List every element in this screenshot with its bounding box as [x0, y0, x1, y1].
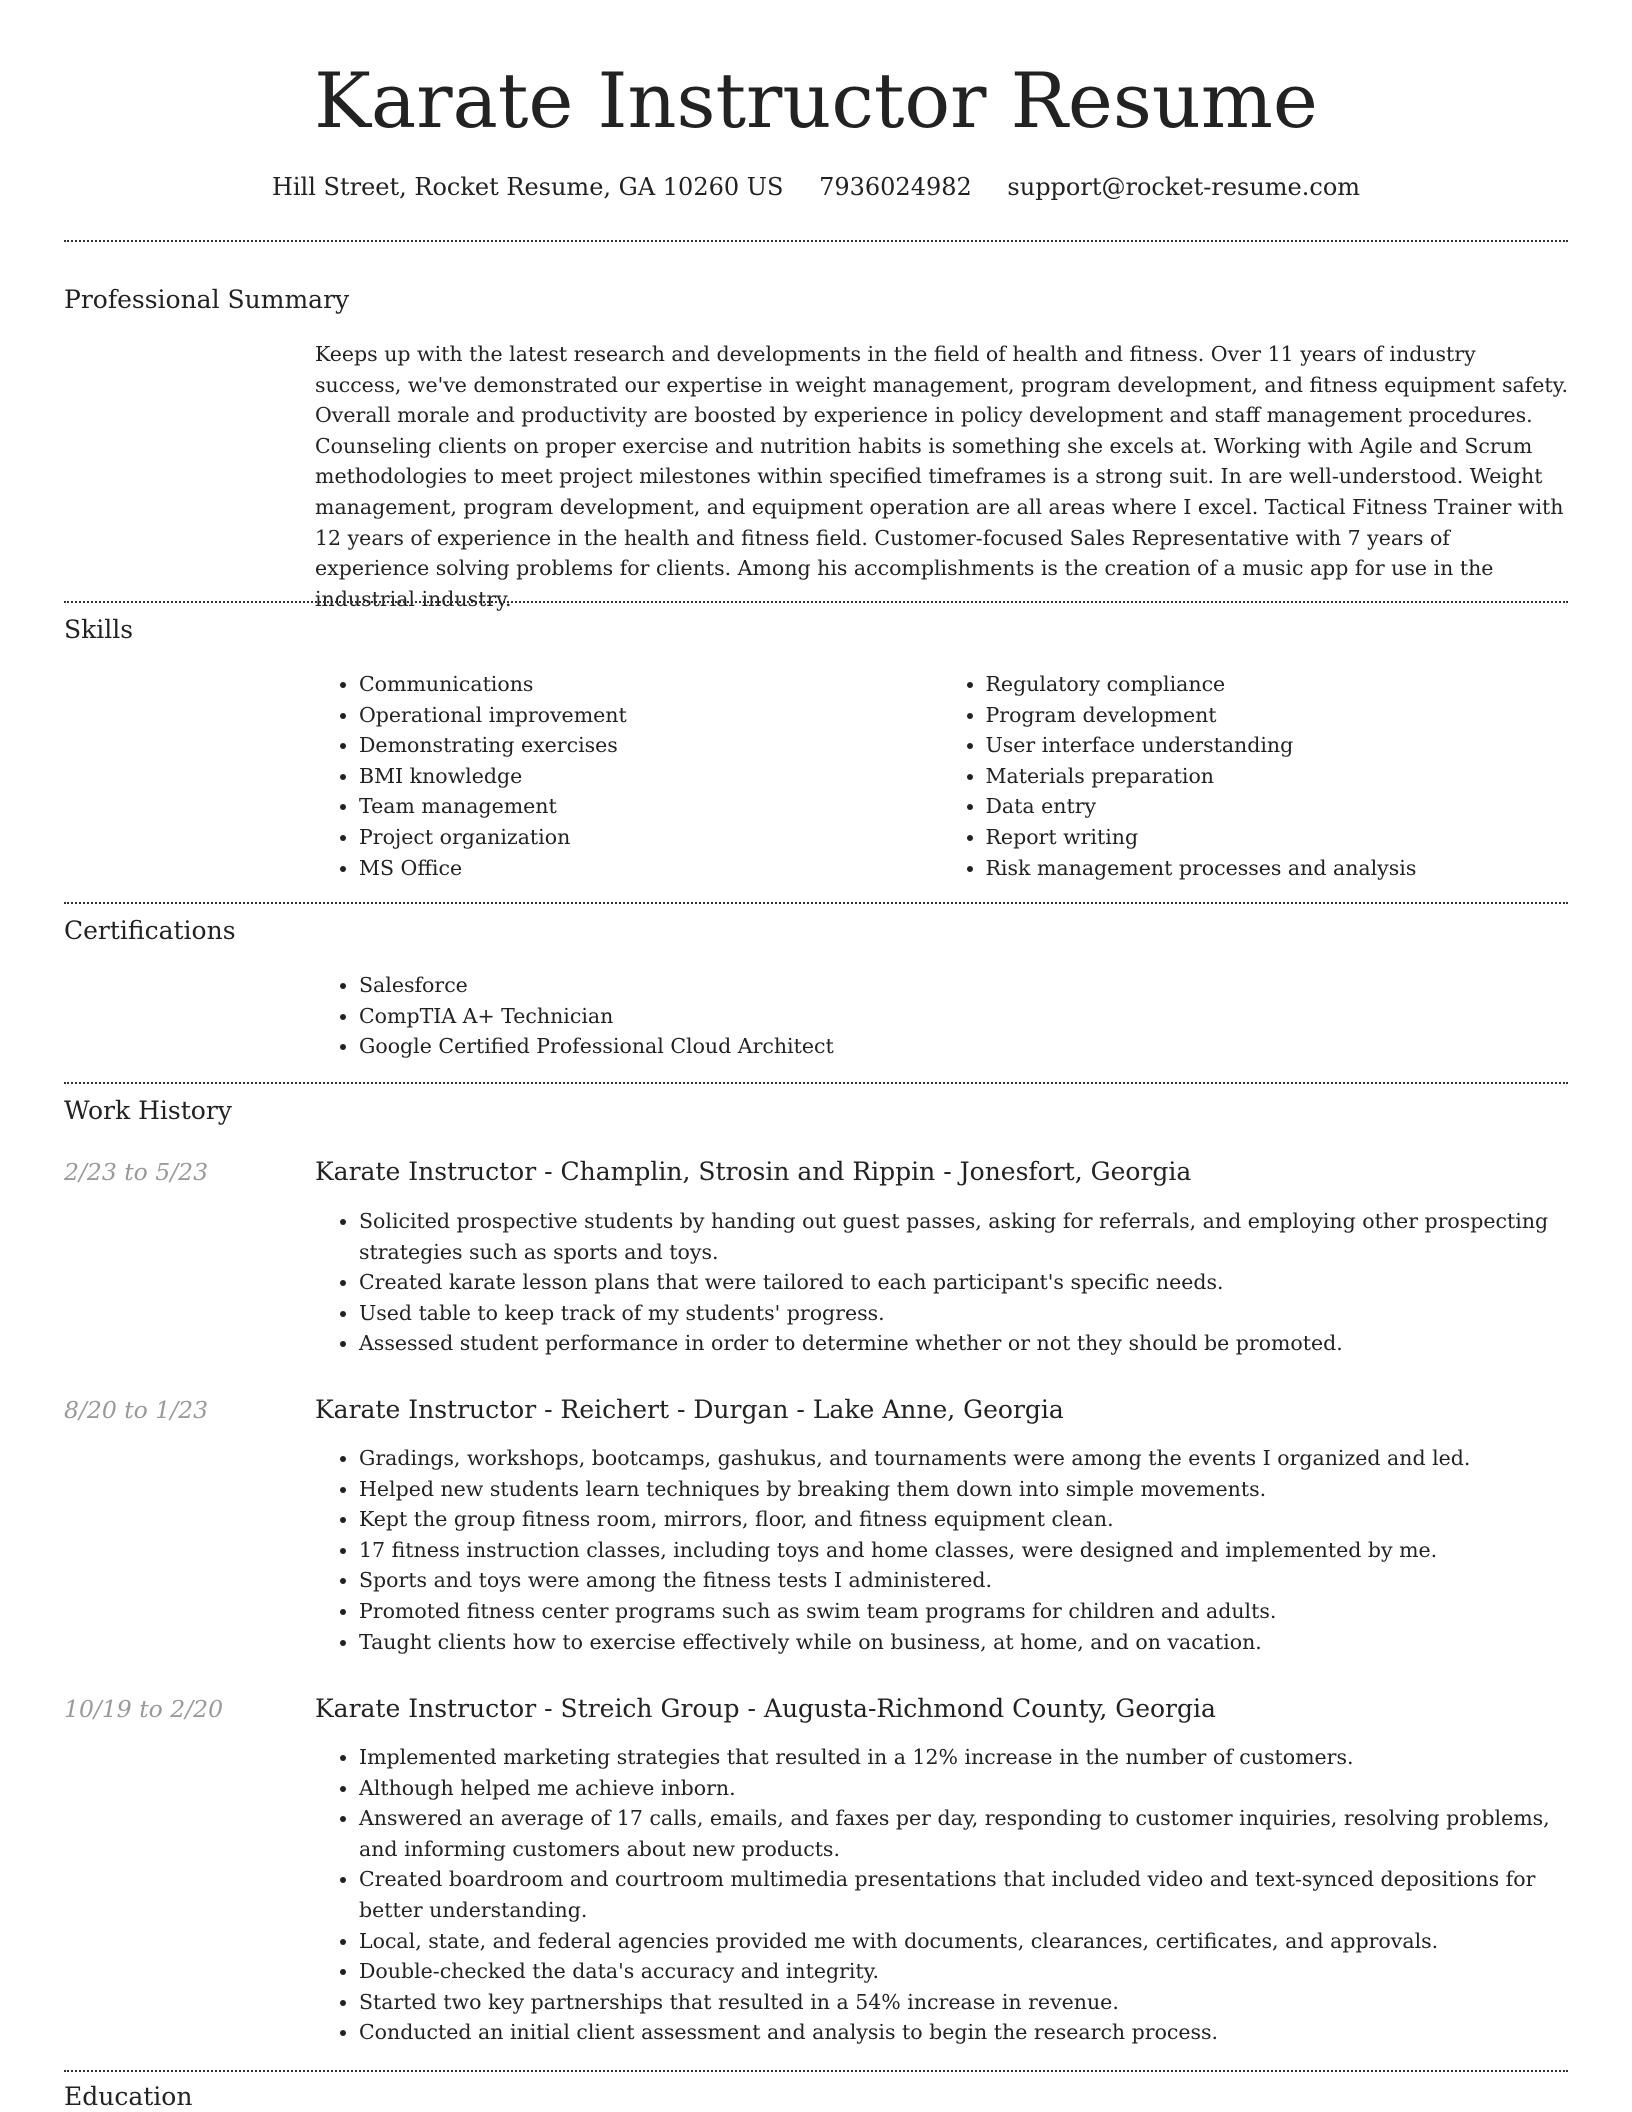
- skill-item: • Program development: [986, 700, 1569, 731]
- job-bullet: • Taught clients how to exercise effectively while on business, at home, and on vacation.: [359, 1627, 1568, 1658]
- summary-block: [315, 339, 1568, 614]
- contact-phone: 7936024982: [819, 173, 972, 201]
- certifications-list: [315, 970, 1568, 1062]
- skill-item: • MS Office: [359, 853, 942, 884]
- skill-item: • Demonstrating exercises: [359, 730, 942, 761]
- certification-item: • Google Certified Professional Cloud Architect: [359, 1031, 1568, 1062]
- job-bullet: • Created karate lesson plans that were tailored to each participant's specific needs.: [359, 1267, 1568, 1298]
- job-bullet: • Kept the group fitness room, mirrors, floor, and fitness equipment clean.: [359, 1504, 1568, 1535]
- job-dates: 8/20 to 1/23: [64, 1396, 209, 1424]
- skills-block: [315, 669, 1568, 883]
- section-title-skills: Skills: [64, 615, 134, 644]
- job-title: Karate Instructor - Champlin, Strosin and Rippin - Jonesfort, Georgia: [315, 1157, 1192, 1186]
- job-bullet: • Helped new students learn techniques by breaking them down into simple movements.: [359, 1474, 1568, 1505]
- skills-grid: [315, 669, 1568, 883]
- skill-item: • Risk management processes and analysis: [986, 853, 1569, 884]
- skill-item: • Report writing: [986, 822, 1569, 853]
- job-bullet: • Sports and toys were among the fitness tests I administered.: [359, 1565, 1568, 1596]
- skill-item: • BMI knowledge: [359, 761, 942, 792]
- contact-address: Hill Street, Rocket Resume, GA 10260 US: [271, 173, 784, 201]
- job-dates: 2/23 to 5/23: [64, 1158, 209, 1186]
- skill-item: • Materials preparation: [986, 761, 1569, 792]
- skill-item: • Communications: [359, 669, 942, 700]
- job-bullets: [315, 1206, 1568, 1359]
- job-bullet: • 17 fitness instruction classes, including toys and home classes, were designed and implemented by me.: [359, 1535, 1568, 1566]
- job-bullet: • Local, state, and federal agencies provided me with documents, clearances, certificates, and approvals.: [359, 1926, 1568, 1957]
- skills-list-right: [942, 669, 1569, 883]
- section-title-education: Education: [64, 2082, 193, 2111]
- job-bullet: • Implemented marketing strategies that resulted in a 12% increase in the number of customers.: [359, 1742, 1568, 1773]
- job-title: Karate Instructor - Reichert - Durgan - Lake Anne, Georgia: [315, 1395, 1064, 1424]
- job-bullet: • Although helped me achieve inborn.: [359, 1773, 1568, 1804]
- skill-item: • Regulatory compliance: [986, 669, 1569, 700]
- skills-list-left: [315, 669, 942, 883]
- job-bullet: • Used table to keep track of my students' progress.: [359, 1298, 1568, 1329]
- job-bullet: • Promoted fitness center programs such as swim team programs for children and adults.: [359, 1596, 1568, 1627]
- job-bullets: [315, 1443, 1568, 1657]
- resume-title: Karate Instructor Resume: [314, 56, 1318, 145]
- skill-item: • User interface understanding: [986, 730, 1569, 761]
- job-bullet: • Started two key partnerships that resulted in a 54% increase in revenue.: [359, 1987, 1568, 2018]
- summary-text: Keeps up with the latest research and developments in the field of health and fitness. Over 11 years of industry success, we've demonstrated our expertise in weight management, program development, and fitness equipment safety. Overall morale and productivity are boosted by experience in policy development and staff management procedures. Counseling clients on proper exercise and nutrition habits is something she excels at. Working with Agile and Scrum methodologies to meet project milestones within specified timeframes is a strong suit. In are well-understood. Weight management, program development, and equipment operation are all areas where I excel. Tactical Fitness Trainer with 12 years of experience in the health and fitness field. Customer-focused Sales Representative with 7 years of experience solving problems for clients. Among his accomplishments is the creation of a music app for use in the industrial industry.: [315, 342, 1569, 611]
- divider: [64, 2070, 1568, 2072]
- divider: [64, 902, 1568, 904]
- job-bullets: [315, 1742, 1568, 2048]
- skill-item: • Data entry: [986, 791, 1569, 822]
- contact-email: support@rocket-resume.com: [1007, 173, 1361, 201]
- divider: [64, 240, 1568, 242]
- certifications-block: [315, 970, 1568, 1062]
- job-title: Karate Instructor - Streich Group - Augusta-Richmond County, Georgia: [315, 1694, 1216, 1723]
- contact-line: [0, 172, 1632, 202]
- divider: [64, 1082, 1568, 1084]
- job-bullet: • Solicited prospective students by handing out guest passes, asking for referrals, and employing other prospecting strategies such as sports and toys.: [359, 1206, 1568, 1267]
- job-bullet: • Double-checked the data's accuracy and integrity.: [359, 1956, 1568, 1987]
- job-dates: 10/19 to 2/20: [64, 1695, 224, 1723]
- job-bullet: • Conducted an initial client assessment and analysis to begin the research process.: [359, 2017, 1568, 2048]
- skill-item: • Project organization: [359, 822, 942, 853]
- skill-item: • Team management: [359, 791, 942, 822]
- section-title-certifications: Certifications: [64, 916, 236, 945]
- section-title-summary: Professional Summary: [64, 285, 350, 314]
- certification-item: • CompTIA A+ Technician: [359, 1001, 1568, 1032]
- section-title-work-history: Work History: [64, 1096, 232, 1125]
- divider: [64, 601, 1568, 603]
- certification-item: • Salesforce: [359, 970, 1568, 1001]
- job-bullet: • Created boardroom and courtroom multimedia presentations that included video and text-synced depositions for better understanding.: [359, 1864, 1568, 1925]
- job-bullet: • Assessed student performance in order to determine whether or not they should be promoted.: [359, 1328, 1568, 1359]
- job-bullet: • Answered an average of 17 calls, emails, and faxes per day, responding to customer inquiries, resolving problems, and informing customers about new products.: [359, 1803, 1568, 1864]
- job-bullet: • Gradings, workshops, bootcamps, gashukus, and tournaments were among the events I organized and led.: [359, 1443, 1568, 1474]
- skill-item: • Operational improvement: [359, 700, 942, 731]
